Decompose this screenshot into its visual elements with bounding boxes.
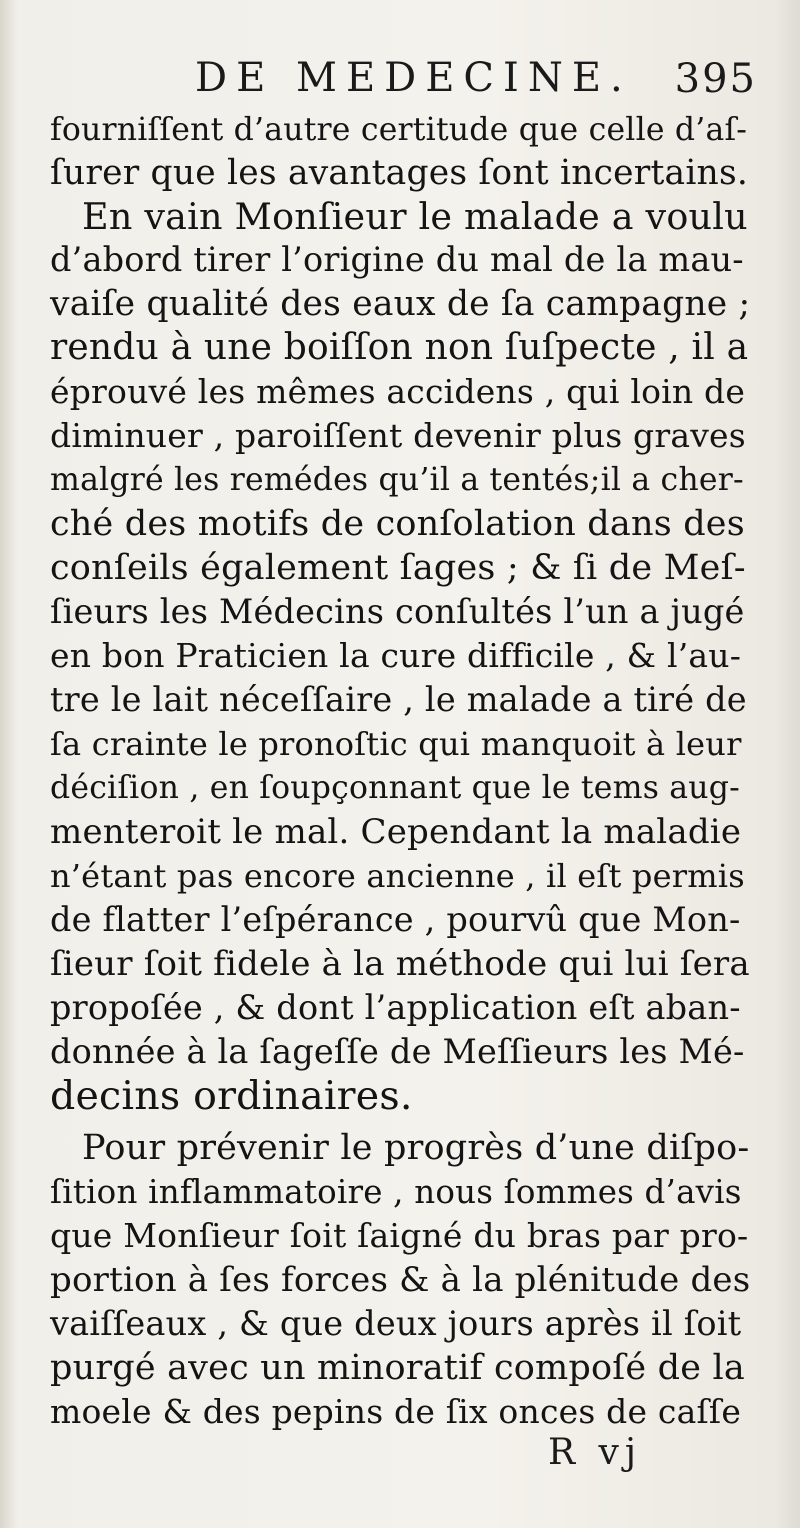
- text-line: ſieur ſoit fidele à la méthode qui lui ſera: [50, 944, 750, 984]
- text-line: vaiſe qualité des eaux de ſa campagne ;: [50, 284, 751, 324]
- page-edge-shadow: [774, 0, 800, 1528]
- page-number: 395: [674, 56, 757, 102]
- text-line: éprouvé les mêmes accidens , qui loin de: [50, 372, 746, 411]
- text-line: menteroit le mal. Cependant la maladie: [50, 812, 742, 852]
- text-line: déciſion , en ſoupçonnant que le tems aug-: [50, 770, 740, 806]
- signature-mark: R vj: [548, 1432, 643, 1473]
- text-line: Pour prévenir le progrès d’une diſpo-: [82, 1128, 750, 1168]
- running-head: DE MEDECINE.: [195, 55, 632, 101]
- text-line: fourniſſent d’autre certitude que celle d’aſ-: [50, 112, 748, 148]
- text-line: ſition inflammatoire , nous ſommes d’avis: [50, 1173, 742, 1211]
- text-line: portion à ſes forces & à la plénitude des: [50, 1260, 751, 1300]
- text-line: ché des motifs de conſolation dans des: [50, 504, 745, 544]
- text-line: donnée à la ſageſſe de Meſſieurs les Mé-: [50, 1032, 745, 1071]
- text-line: n’étant pas encore ancienne , il eſt permis: [50, 857, 745, 895]
- text-line: conſeils également ſages ; & ſi de Meſ-: [50, 548, 746, 588]
- text-line: de flatter l’eſpérance , pourvû que Mon-: [50, 900, 741, 939]
- text-line: tre le lait néceſſaire , le malade a tiré de: [50, 680, 747, 719]
- text-line: vaiſſeaux , & que deux jours après il ſoit: [50, 1304, 742, 1343]
- text-line: ſieurs les Médecins conſultés l’un a jugé: [50, 592, 745, 631]
- page-header: [195, 50, 765, 106]
- text-line: En vain Monſieur le malade a voulu: [82, 195, 748, 238]
- text-line: moele & des pepins de ſix onces de caſſe: [50, 1392, 742, 1431]
- text-line: d’abord tirer l’origine du mal de la mau-: [50, 240, 744, 279]
- text-line: diminuer , paroiſſent devenir plus graves: [50, 416, 746, 455]
- text-line: rendu à une boiſſon non ſuſpecte , il a: [50, 327, 749, 368]
- text-line: ſa crainte le pronoſtic qui manquoit à leur: [50, 725, 742, 763]
- text-line: purgé avec un minoratif compoſé de la: [50, 1348, 745, 1388]
- text-line: propoſée , & dont l’application eſt aban-: [50, 988, 741, 1027]
- text-line: que Monſieur ſoit ſaigné du bras par pro-: [50, 1216, 749, 1255]
- text-line: en bon Praticien la cure difficile , & l’au-: [50, 636, 742, 675]
- text-line: ſurer que les avantages ſont incertains.: [50, 153, 749, 193]
- text-line: malgré les remédes qu’il a tentés;il a cher-: [50, 462, 744, 498]
- text-line: decins ordinaires.: [50, 1073, 413, 1119]
